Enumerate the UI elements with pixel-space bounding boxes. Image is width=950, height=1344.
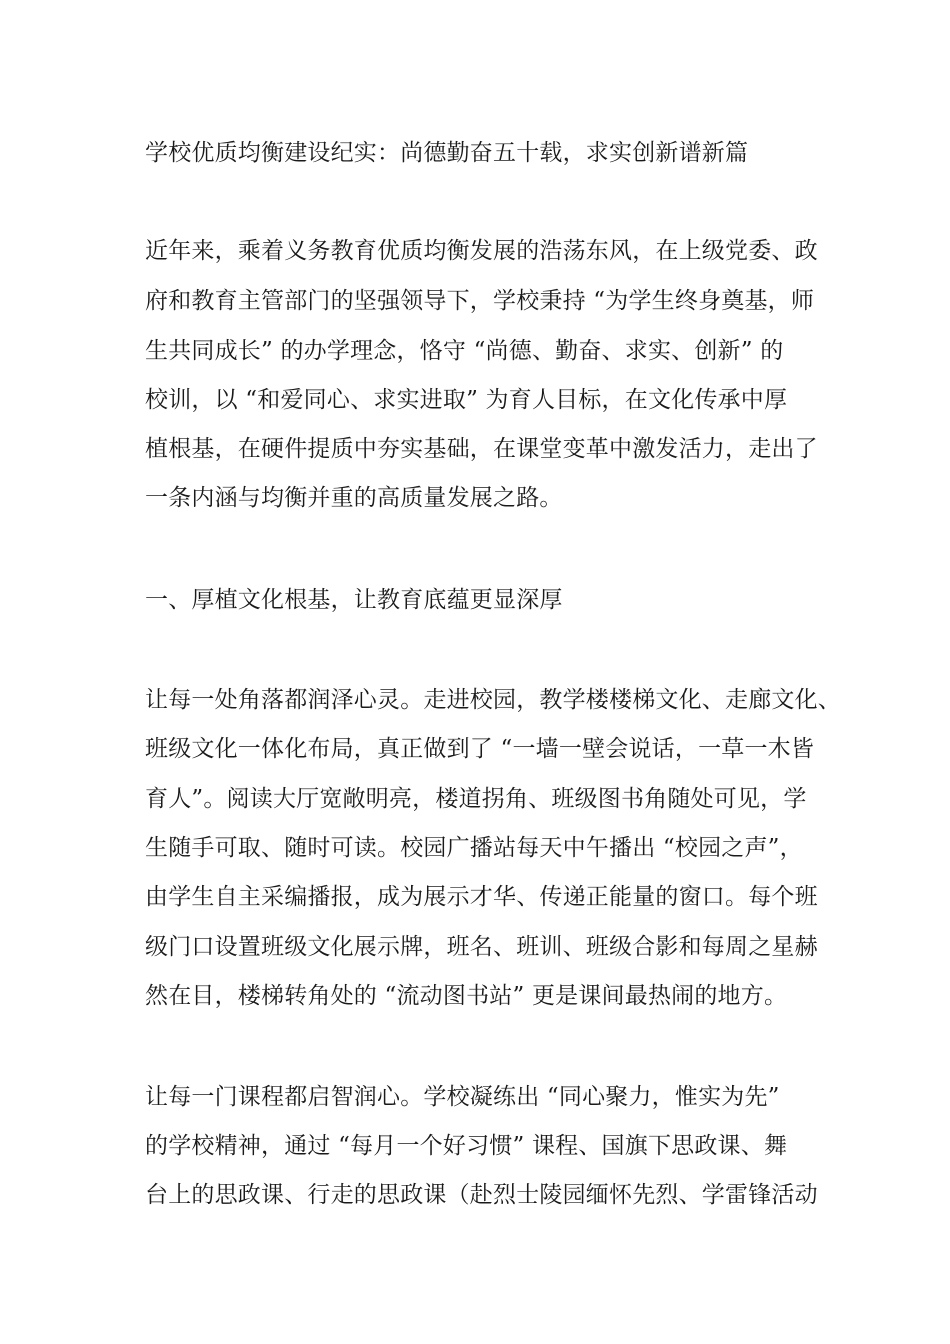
para1-line: 然在目，楼梯转角处的 “流动图书站” 更是课间最热闹的地方。 [145, 983, 788, 1009]
para1-line: 由学生自主采编播报，成为展示才华、传递正能量的窗口。每个班 [145, 884, 818, 910]
intro-line: 生共同成长” 的办学理念，恪守 “尚德、勤奋、求实、创新” 的 [145, 338, 784, 364]
intro-line: 府和教育主管部门的坚强领导下，学校秉持 “为学生终身奠基，师 [145, 288, 815, 314]
para1-line: 级门口设置班级文化展示牌，班名、班训、班级合影和每周之星赫 [145, 934, 818, 960]
para2-line: 让每一门课程都启智润心。学校凝练出 “同心聚力，惟实为先” [145, 1084, 780, 1110]
intro-line: 近年来，乘着义务教育优质均衡发展的浩荡东风，在上级党委、政 [145, 238, 818, 264]
para1-line: 让每一处角落都润泽心灵。走进校园，教学楼楼梯文化、走廊文化、 [145, 687, 841, 713]
para1-line: 育人”。阅读大厅宽敞明亮，楼道拐角、班级图书角随处可见，学 [145, 786, 807, 812]
intro-line: 一条内涵与均衡并重的高质量发展之路。 [145, 485, 563, 511]
intro-line: 校训，以 “和爱同心、求实进取” 为育人目标，在文化传承中厚 [145, 387, 788, 413]
para1-line: 班级文化一体化布局，真正做到了 “一墙一壁会说话，一草一木皆 [145, 736, 815, 762]
intro-line: 植根基，在硬件提质中夯实基础，在课堂变革中激发活力，走出了 [145, 436, 818, 462]
section-heading: 一、厚植文化根基，让教育底蕴更显深厚 [145, 587, 563, 613]
para2-line: 的学校精神，通过 “每月一个好习惯” 课程、国旗下思政课、舞 [145, 1133, 788, 1159]
para1-line: 生随手可取、随时可读。校园广播站每天中午播出 “校园之声”， [145, 835, 803, 861]
para2-line: 台上的思政课、行走的思政课（赴烈士陵园缅怀先烈、学雷锋活动 [145, 1182, 818, 1208]
document-title: 学校优质均衡建设纪实：尚德勤奋五十载，求实创新谱新篇 [145, 140, 749, 166]
